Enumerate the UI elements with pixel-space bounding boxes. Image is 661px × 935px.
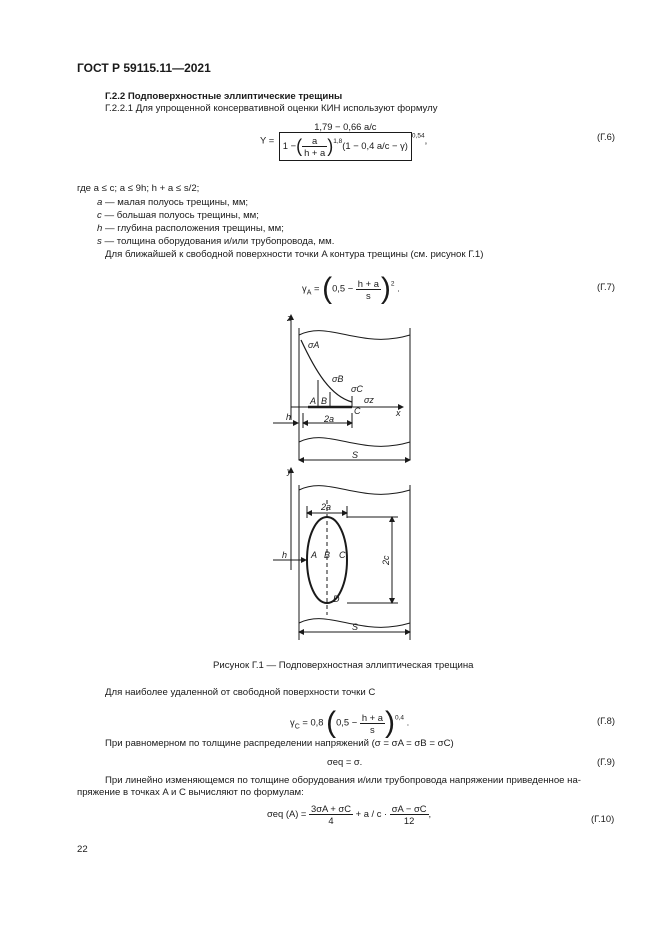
svg-text:B: B [321, 396, 328, 406]
eq7-number: (Г.7) [597, 281, 615, 292]
eq6-comma: , [424, 134, 428, 146]
svg-text:B: B [324, 550, 331, 560]
equation-g6: Y = 1,79 − 0,66 a/c 1 −( $\frac{a}{h + a}$ )$^{1,8}$(1 − 0,4 a/c − γ) $^{0,54}$, [260, 121, 427, 161]
paragraph-uniform: При равномерном по толщине распределении напряжений (σ = σA = σB = σC) [105, 738, 454, 749]
figure-caption: Рисунок Г.1 — Подповерхностная эллиптическая трещина [213, 660, 474, 671]
svg-text:z: z [287, 313, 292, 323]
svg-text:y: y [287, 466, 292, 476]
eq6-numerator: 1,79 − 0,66 a/c [279, 121, 412, 133]
svg-text:σA: σA [308, 340, 320, 350]
eq8-number: (Г.8) [597, 715, 615, 726]
eq6-ha: h + a [304, 147, 326, 158]
def-s: s — толщина оборудования и/или трубопровода, мм. [97, 236, 335, 247]
svg-text:2a: 2a [321, 502, 332, 512]
page-header: ГОСТ Р 59115.11—2021 [77, 61, 211, 75]
page-number: 22 [77, 844, 88, 855]
svg-text:A: A [310, 396, 317, 406]
top-wavy-edge-bottom [299, 438, 410, 447]
svg-text:C: C [339, 550, 346, 560]
svg-text:D: D [333, 594, 340, 604]
svg-text:S: S [352, 450, 359, 460]
equation-g10: σeq (A) = $\frac{3\sigma A + \sigma C}{4}$ + a / c · $\frac{\sigma A - \sigma C}{12}$ , [267, 803, 432, 826]
eq6-exp054: 0,54 [411, 132, 425, 140]
eq9-number: (Г.9) [597, 756, 615, 767]
paragraph-point-a: Для ближайшей к свободной поверхности точки A контура трещины (см. рисунок Г.1) [105, 249, 484, 260]
section-title: Г.2.2 Подповерхностные эллиптические трещины [105, 91, 343, 102]
svg-text:2c: 2c [381, 555, 391, 565]
svg-text:x: x [396, 408, 401, 418]
svg-text:σz: σz [364, 395, 374, 405]
equation-g9: σeq = σ. [327, 756, 363, 767]
figure-subsurface-crack [270, 310, 430, 662]
paragraph-intro: Г.2.2.1 Для упрощенной консервативной оценки КИН используют формулу [105, 103, 438, 114]
svg-text:σC: σC [351, 384, 363, 394]
svg-text:h: h [286, 412, 292, 422]
svg-text:C: C [354, 406, 361, 416]
svg-text:S: S [352, 622, 359, 632]
eq6-number: (Г.6) [597, 131, 615, 142]
eq6-tail: (1 − 0,4 a/c − γ) [342, 139, 408, 151]
eq10-number: (Г.10) [591, 813, 615, 824]
def-c: c — большая полуось трещины, мм; [97, 210, 259, 221]
def-a: a — малая полуось трещины, мм; [97, 197, 249, 208]
eq6-a: a [302, 135, 327, 147]
top-wavy-edge [299, 331, 410, 340]
equation-g8: $\gamma_C = 0,8$ (0,5 − $\frac{h + a}{s}$ )$^{0,4}$ . [290, 706, 410, 739]
paragraph-linear-1: При линейно изменяющемся по толщине оборудования и/или трубопровода напряжении приведенное на- [105, 775, 581, 786]
paragraph-point-c: Для наиболее удаленной от свободной поверхности точки C [105, 687, 376, 698]
eq6-lhs: Y = [260, 134, 275, 146]
svg-text:2a: 2a [324, 414, 335, 424]
def-h: h — глубина расположения трещины, мм; [97, 223, 284, 234]
svg-text:h: h [282, 550, 288, 560]
where-line: где a ≤ c; a ≤ 9h; h + a ≤ s/2; [77, 183, 200, 194]
eq6-exp18: 1,8 [333, 137, 343, 145]
svg-text:σB: σB [332, 374, 344, 384]
paragraph-linear-2: пряжение в точках A и C вычисляют по формулам: [77, 787, 304, 798]
equation-g7: $\gamma_A = (0,5$ − $\frac{h + a}{s}$ )$^2$ . [302, 272, 400, 305]
svg-text:A: A [311, 550, 318, 560]
